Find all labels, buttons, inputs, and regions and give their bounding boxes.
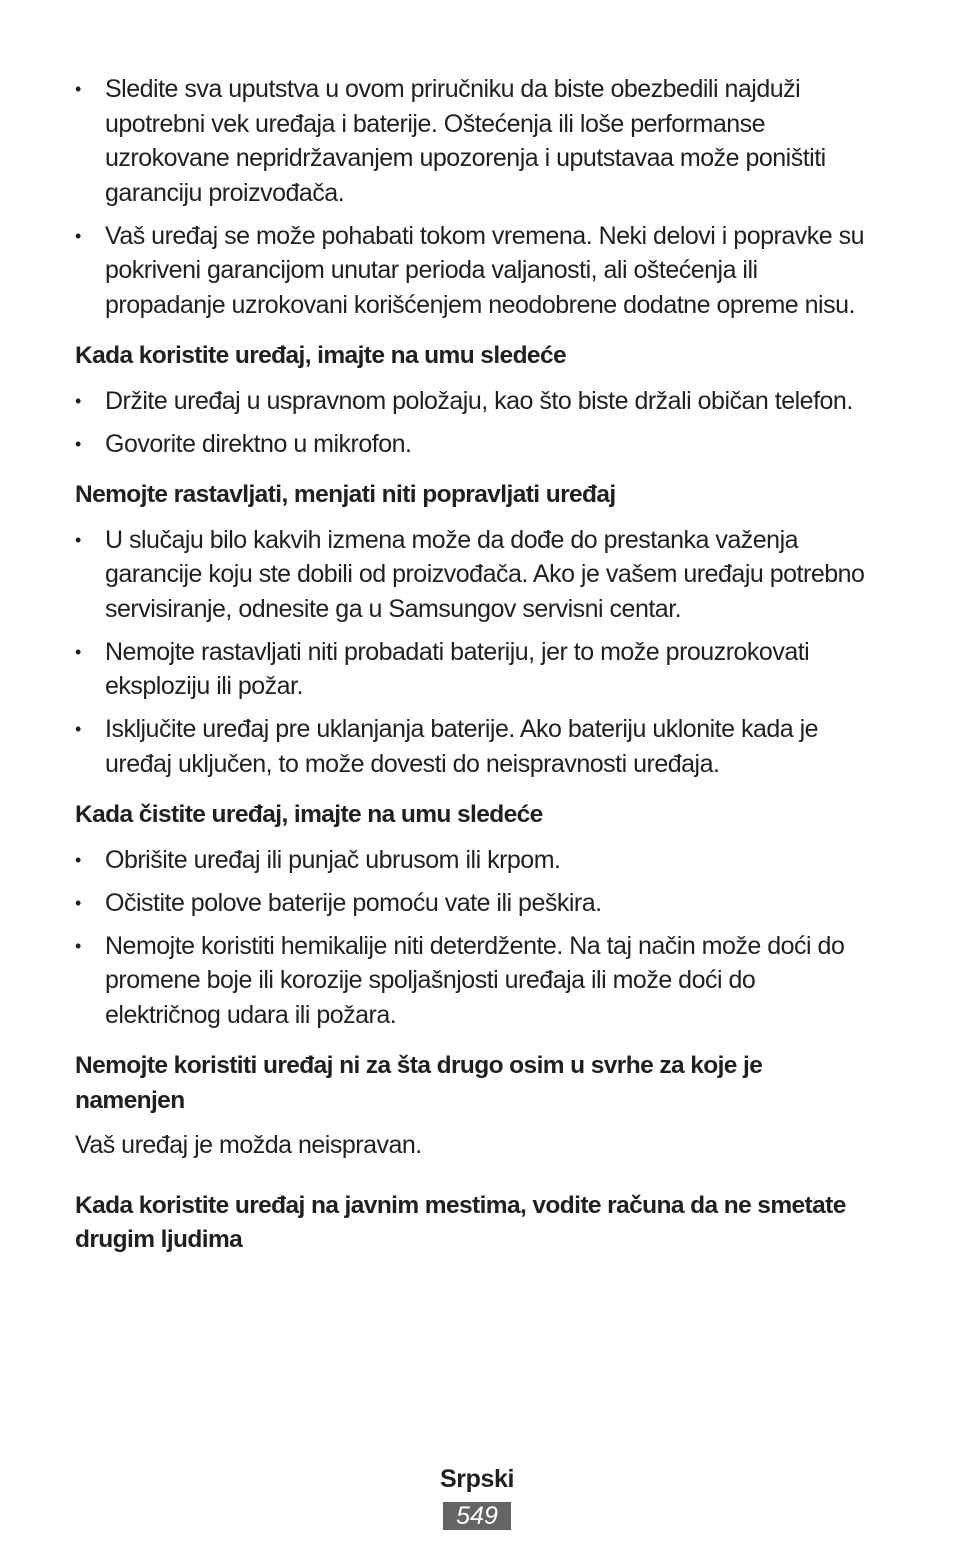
list-item	[75, 712, 875, 781]
bullet-list-intro	[75, 72, 875, 322]
document-body	[75, 70, 875, 1258]
list-item	[75, 886, 875, 921]
list-item	[75, 843, 875, 878]
bullet-icon: •	[75, 641, 81, 662]
list-item	[75, 523, 875, 627]
bullet-icon: •	[75, 892, 81, 913]
list-item	[75, 427, 875, 462]
list-item	[75, 384, 875, 419]
list-item	[75, 72, 875, 210]
bullet-icon: •	[75, 935, 81, 956]
bullet-icon: •	[75, 79, 81, 99]
bullet-list-cleaning	[75, 843, 875, 1033]
list-item-text: Govorite direktno u mikrofon.	[105, 429, 412, 458]
list-item	[75, 635, 875, 704]
bullet-icon: •	[75, 529, 81, 550]
section-heading: Nemojte rastavljati, menjati niti popravljati uređaj	[75, 481, 616, 508]
bullet-icon: •	[75, 433, 81, 454]
section-heading: Nemojte koristiti uređaj ni za šta drugo osim u svrhe za koje je namenjen	[75, 1052, 763, 1114]
list-item-text: U slučaju bilo kakvih izmena može da dođe do prestanka važenja garancije koju ste dobili od proizvođača. Ako je vašem uređaju potrebno servisiranje, odnesite ga u Samsungov servisni centar.	[105, 525, 865, 623]
list-item-text: Nemojte rastavljati niti probadati bateriju, jer to može prouzrokovati eksploziju ili požar.	[105, 637, 810, 700]
section-heading: Kada koristite uređaj na javnim mestima, vodite računa da ne smetate drugim ljudima	[75, 1191, 846, 1253]
section-heading: Kada čistite uređaj, imajte na umu sledeće	[75, 801, 543, 828]
list-item-text: Obrišite uređaj ili punjač ubrusom ili krpom.	[105, 845, 561, 874]
list-item-text: Nemojte koristiti hemikalije niti deterdžente. Na taj način može doći do promene boje ili korozije spoljašnjosti uređaja ili može doći do električnog udara ili požara.	[105, 931, 845, 1029]
section-paragraph: Vaš uređaj je možda neispravan.	[75, 1131, 422, 1159]
list-item-text: Držite uređaj u uspravnom položaju, kao što biste držali običan telefon.	[105, 386, 853, 415]
list-item	[75, 929, 875, 1033]
page-footer	[0, 1462, 954, 1530]
bullet-list-usage	[75, 384, 875, 462]
list-item-text: Očistite polove baterije pomoću vate ili peškira.	[105, 888, 602, 917]
bullet-icon: •	[75, 225, 81, 246]
list-item-text: Isključite uređaj pre uklanjanja baterije. Ako bateriju uklonite kada je uređaj uključen, to može dovesti do neispravnosti uređaja.	[105, 715, 819, 778]
footer-language: Srpski	[439, 1465, 515, 1493]
list-item-text: Sledite sva uputstva u ovom priručniku da biste obezbedili najduži upotrebni vek uređaja i baterije. Oštećenja ili loše performanse uzrokovane nepridržavanjem upozorenja i uputstavaa može poništiti garanciju proizvođača.	[105, 75, 826, 207]
page-number-badge: 549	[443, 1502, 511, 1530]
bullet-icon: •	[75, 849, 81, 870]
section-heading: Kada koristite uređaj, imajte na umu sledeće	[75, 342, 567, 369]
bullet-icon: •	[75, 390, 81, 411]
bullet-list-repair	[75, 523, 875, 782]
list-item-text: Vaš uređaj se može pohabati tokom vremena. Neki delovi i popravke su pokriveni garancijom unutar perioda valjanosti, ali oštećenja ili propadanje uzrokovani korišćenjem neodobrene dodatne opreme nisu.	[105, 221, 865, 319]
list-item	[75, 219, 875, 323]
bullet-icon: •	[75, 719, 81, 739]
